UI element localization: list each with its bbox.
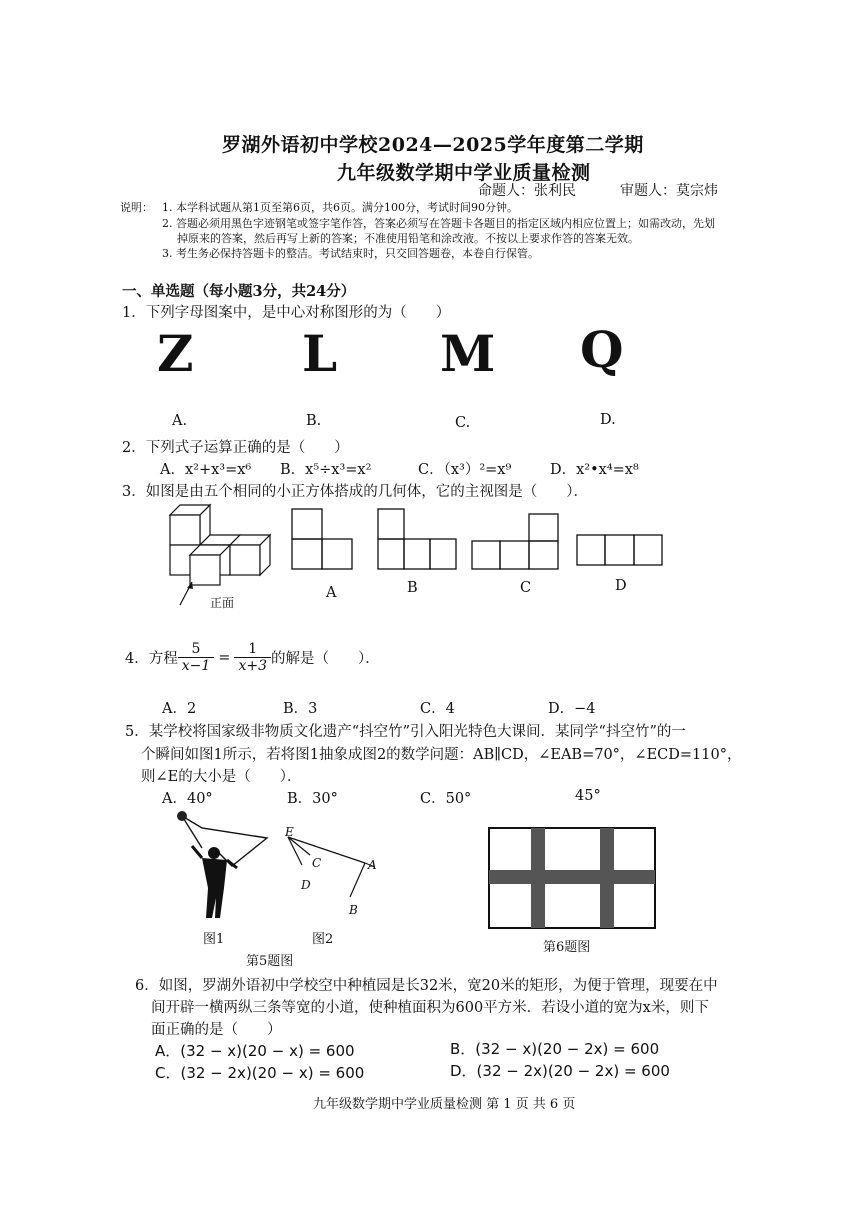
q4-option-a: A．2 [162, 701, 197, 717]
q5-point-c: C [312, 856, 322, 870]
q2-stem: 2．下列式子运算正确的是（ ） [122, 440, 349, 456]
title-line2: 九年级数学期中学业质量检测 [337, 162, 591, 184]
q4-prefix: 4．方程 [125, 651, 178, 667]
q5-point-a: A [368, 858, 377, 872]
q4-num1: 5 [178, 641, 215, 658]
q2-option-b: B．x⁵÷x³=x² [280, 462, 372, 478]
q1-option-b: B. [306, 413, 322, 429]
q1-stem: 1．下列字母图案中，是中心对称图形的为（ ） [122, 305, 451, 321]
q5-point-e: E [285, 825, 294, 839]
q3-option-d: D [615, 578, 627, 594]
instruction-1: 1. 本学科试题从第1页至第6页，共6页。满分100分，考试时间90分钟。 [162, 201, 518, 214]
q1-letter-l: L [302, 324, 338, 383]
q1-option-c: C. [455, 415, 471, 431]
q3-stem: 3．如图是由五个相同的小正方体搭成的几何体，它的主视图是（ ）． [122, 484, 588, 500]
q3-front-label: 正面 [210, 596, 235, 610]
q2-option-c: C．（x³）²=x⁹ [418, 462, 512, 478]
q6-garden-figure [488, 827, 658, 930]
q1-letter-z: Z [157, 324, 194, 383]
section-heading: 一、单选题（每小题3分，共24分） [122, 283, 356, 300]
q4-stem [125, 641, 380, 674]
q2-option-d: D．x²•x⁴=x⁸ [550, 462, 639, 478]
q2-option-a: A．x²+x³=x⁶ [160, 462, 252, 478]
q3-option-c: C [520, 580, 532, 596]
q3-view-c [471, 513, 561, 571]
q5-point-d: D [301, 878, 311, 892]
q6-caption: 第6题图 [543, 940, 591, 955]
q5-figure1-diabolo [172, 808, 282, 923]
instruction-2b: 掉原来的答案，然后再写上新的答案；不准使用铅笔和涂改液。不按以上要求作答的答案无效。 [177, 232, 639, 245]
q4-option-d: D．−4 [548, 701, 596, 717]
q1-option-a: A. [172, 413, 188, 429]
q6-option-d: D．(32 − 2x)(20 − 2x) = 600 [450, 1062, 670, 1080]
q4-den2: x+3 [238, 658, 267, 674]
q6-option-b: B．(32 − x)(20 − 2x) = 600 [450, 1040, 660, 1058]
q5-line3: 则∠E的大小是（ ）． [141, 769, 302, 785]
q5-option-a: A．40° [162, 791, 213, 807]
q4-equals: = [218, 649, 231, 666]
q6-line1: 6．如图，罗湖外语初中学校空中种植园是长32米，宽20米的矩形，为便于管理，现要在中 [135, 978, 718, 994]
q3-view-d [576, 534, 666, 568]
q5-option-d: 45° [575, 788, 601, 804]
q3-view-a [291, 508, 353, 570]
instruction-3: 3. 考生务必保持答题卡的整洁。考试结束时，只交回答题卷，本卷自行保管。 [162, 247, 539, 260]
page-footer: 九年级数学期中学业质量检测 第 1 页 共 6 页 [313, 1097, 576, 1112]
q5-option-c: C．50° [420, 791, 472, 807]
q1-option-d: D. [600, 412, 616, 428]
q4-suffix: 的解是（ ）． [270, 651, 380, 667]
q4-option-b: B．3 [283, 701, 318, 717]
q5-figure2-geometry [280, 825, 390, 920]
instruction-2a: 2. 答题必须用黑色字迹钢笔或签字笔作答，答案必须写在答题卡各题目的指定区域内相应位置上；如需改动，先划 [162, 217, 715, 230]
q4-fraction-1 [178, 641, 215, 674]
q3-option-b: B [407, 580, 418, 596]
q1-letter-m: M [440, 324, 496, 383]
q3-option-a: A [326, 585, 337, 601]
q5-fig2-label: 图2 [312, 932, 334, 947]
q5-line2: 个瞬间如图1所示，若将图1抽象成图2的数学问题：AB∥CD，∠EAB=70°，∠ECD=110°， [141, 747, 742, 763]
q6-option-c: C．(32 − 2x)(20 − x) = 600 [155, 1064, 365, 1082]
reviewer: 审题人：莫宗炜 [620, 183, 718, 199]
q5-line1: 5．某学校将国家级非物质文化遗产“抖空竹”引入阳光特色大课间．某同学“抖空竹”的一 [125, 724, 686, 740]
q1-letter-q: Q [580, 320, 624, 379]
q5-caption: 第5题图 [246, 954, 294, 969]
instructions-label: 说明： [120, 201, 153, 214]
q4-option-c: C．4 [420, 701, 455, 717]
q4-fraction-2 [234, 641, 271, 674]
q6-option-a: A．(32 − x)(20 − x) = 600 [155, 1042, 355, 1060]
q5-point-b: B [349, 903, 358, 917]
q6-line3: 面正确的是（ ） [151, 1022, 282, 1038]
author: 命题人：张利民 [478, 183, 576, 199]
q4-num2: 1 [234, 641, 271, 658]
q6-line2: 间开辟一横两纵三条等宽的小道，使种植面积为600平方米．若设小道的宽为x米，则下 [151, 1000, 709, 1016]
q5-option-b: B．30° [287, 791, 338, 807]
q5-fig1-label: 图1 [203, 932, 225, 947]
q4-den1: x−1 [181, 658, 211, 674]
title-line1: 罗湖外语初中学校2024—2025学年度第二学期 [222, 134, 644, 156]
q3-view-b [377, 508, 459, 570]
